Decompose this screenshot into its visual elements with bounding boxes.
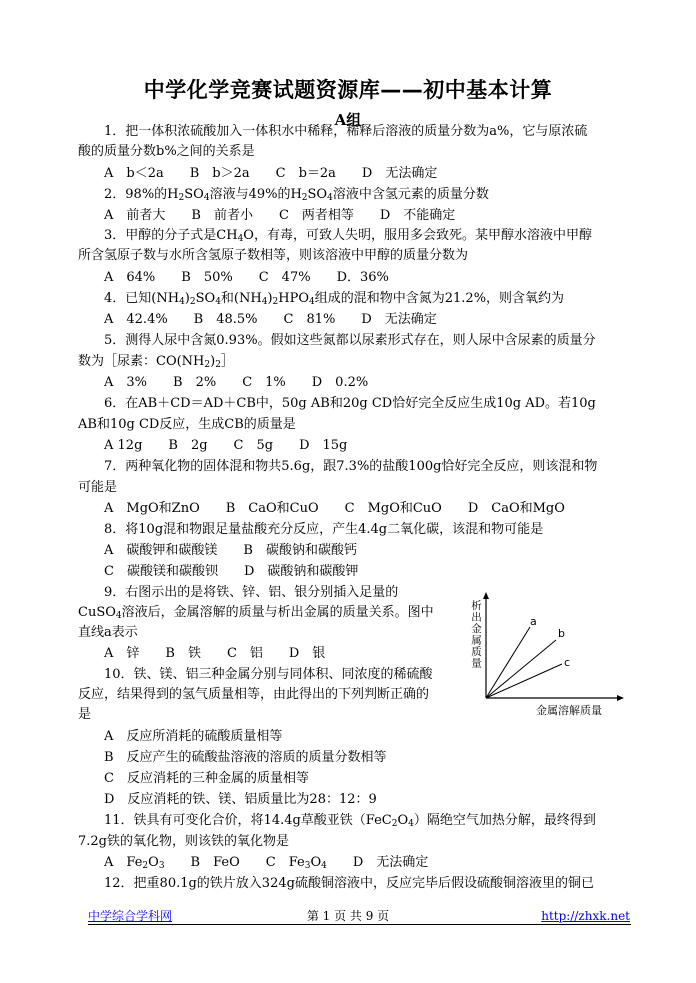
text-segment: D 无法确定 xyxy=(326,855,429,870)
subscript: 4 xyxy=(115,611,122,621)
text-line xyxy=(78,142,255,162)
text-line xyxy=(78,246,468,266)
text-line xyxy=(104,373,368,393)
x-axis-arrow xyxy=(617,695,624,701)
text-segment: A 12g B 2g C 5g D 15g xyxy=(104,438,348,453)
text-segment: 溶液后，金属溶解的质量与析出金属的质量关系。图中 xyxy=(121,605,434,620)
text-segment: 7．两种氧化物的固体混和物共5.6g，跟7.3%的盐酸100g恰好完全反应，则该混和物 xyxy=(104,459,598,474)
page-title: 中学化学竞赛试题资源库——初中基本计算 xyxy=(143,78,553,102)
text-line xyxy=(104,583,398,603)
text-segment: 可能是 xyxy=(78,480,118,495)
text-segment: AB和10g CD反应，生成CB的质量是 xyxy=(78,417,296,432)
text-line xyxy=(104,331,596,351)
subscript: 4 xyxy=(309,297,315,307)
line-a xyxy=(486,627,530,698)
text-line xyxy=(78,603,434,623)
text-segment: 酸的质量分数b%之间的关系是 xyxy=(78,144,255,159)
text-segment: 数为［尿素：CO(NH xyxy=(78,354,205,369)
subscript: 3 xyxy=(304,861,311,871)
text-segment: 组成的混和物中含氮为21.2%，则含氧约为 xyxy=(314,291,565,306)
text-segment: A Fe xyxy=(104,855,143,870)
text-segment: A 反应所消耗的硫酸质量相等 xyxy=(104,729,283,744)
text-line xyxy=(104,226,592,246)
text-segment: A 3% B 2% C 1% D 0.2% xyxy=(104,375,369,390)
subscript: 4 xyxy=(179,297,185,307)
text-segment: SO xyxy=(307,187,328,202)
text-segment: B 反应产生的硫酸盐溶液的溶质的质量分数相等 xyxy=(104,750,387,765)
text-segment: 9．右图示出的是将铁、锌、铝、银分别插入足量的 xyxy=(104,585,399,600)
text-segment: ］ xyxy=(220,354,234,369)
text-line xyxy=(78,685,429,705)
text-segment: 溶液与49%的H xyxy=(209,187,302,202)
text-segment: A b＜2a B b＞2a C b＝2a D 无法确定 xyxy=(104,166,438,181)
text-segment: 直线a表示 xyxy=(78,625,138,640)
text-line xyxy=(78,352,234,372)
text-line xyxy=(104,811,596,831)
subscript: 2 xyxy=(142,861,149,871)
text-line xyxy=(104,499,565,519)
text-segment: A 锌 B 铁 C 铝 D 银 xyxy=(104,646,326,661)
subscript: 3 xyxy=(158,861,165,871)
text-line xyxy=(104,520,543,540)
section-heading: A组 xyxy=(334,111,362,129)
text-line xyxy=(104,748,387,768)
text-segment: B FeO C Fe xyxy=(164,855,305,870)
text-segment: C 反应消耗的三种金属的质量相等 xyxy=(104,771,309,786)
text-line xyxy=(104,164,437,184)
text-segment: A 前者大 B 前者小 C 两者相等 D 不能确定 xyxy=(104,208,456,223)
text-segment: 4．已知(NH xyxy=(104,291,180,306)
subscript: 4 xyxy=(327,193,333,203)
footer-url-link[interactable]: http://zhxk.net xyxy=(541,909,630,923)
text-segment: ）隔绝空气加热分解，最终得到 xyxy=(413,813,596,828)
text-segment: D 反应消耗的铁、镁、铝质量比为28：12：9 xyxy=(104,792,377,807)
text-line xyxy=(104,874,594,894)
subscript: 2 xyxy=(391,819,398,829)
y-axis-arrow xyxy=(483,592,489,599)
text-segment: 是 xyxy=(78,707,92,722)
subscript: 4 xyxy=(215,297,221,307)
text-line xyxy=(104,394,596,414)
subscript: 4 xyxy=(203,193,210,203)
line-b-label: b xyxy=(558,627,565,640)
text-segment: 10．铁、镁、铝三种金属分别与同体积、同浓度的稀硫酸 xyxy=(104,667,433,682)
line-b xyxy=(486,640,556,698)
text-line xyxy=(78,415,296,435)
text-segment: ) xyxy=(210,354,216,369)
text-segment: O xyxy=(397,813,409,828)
text-line xyxy=(104,790,377,810)
text-segment: 反应，结果得到的氢气质量相等，由此得出的下列判断正确的 xyxy=(78,687,430,702)
line-c-label: c xyxy=(564,656,571,669)
text-segment: 5．测得人尿中含氮0.93%。假如这些氮都以尿素形式存在，则人尿中含尿素的质量分 xyxy=(104,333,596,348)
text-line xyxy=(104,644,325,664)
text-line xyxy=(104,457,597,477)
metal-mass-figure xyxy=(464,592,624,718)
footer-site-link[interactable]: 中学综合学科网 xyxy=(88,909,173,923)
text-segment: 3．甲醇的分子式是CH xyxy=(104,228,238,243)
text-segment: 12．把重80.1g的铁片放入324g硫酸铜溶液中，反应完毕后假设硫酸铜溶液里的铜已 xyxy=(104,876,594,891)
text-line xyxy=(78,623,138,643)
text-line xyxy=(104,122,587,142)
text-line xyxy=(78,478,117,498)
line-c xyxy=(486,664,562,698)
text-segment: 1．把一体积浓硫酸加入一体积水中稀释，稀释后溶液的质量分数为a%，它与原浓硫 xyxy=(104,124,588,139)
text-segment: A 64% B 50% C 47% D．36% xyxy=(104,270,389,285)
y-axis-label: 析出金属质量 xyxy=(470,600,482,669)
text-line xyxy=(104,541,357,561)
x-axis-label: 金属溶解质量 xyxy=(536,704,602,717)
text-segment: O，有毒，可致人失明，服用多会致死。某甲醇水溶液中甲醇 xyxy=(243,228,592,243)
subscript: 4 xyxy=(408,819,414,829)
text-segment: 7.2g铁的氧化物，则该铁的氧化物是 xyxy=(78,834,289,849)
text-line xyxy=(78,832,289,852)
footer-page-number: 第 1 页 共 9 页 xyxy=(306,909,390,923)
text-line xyxy=(104,436,347,456)
subscript: 2 xyxy=(301,193,308,203)
subscript: 2 xyxy=(272,297,279,307)
text-segment: HPO xyxy=(278,291,310,306)
text-line xyxy=(104,853,428,873)
text-segment: ) xyxy=(184,291,190,306)
text-line xyxy=(104,665,433,685)
text-segment: 所含氢原子数与水所含氢原子数相等，则该溶液中甲醇的质量分数为 xyxy=(78,248,469,263)
subscript: 4 xyxy=(237,234,244,244)
text-segment: 8．将10g混和物跟足量盐酸充分反应，产生4.4g二氧化碳，该混和物可能是 xyxy=(104,522,544,537)
subscript: 2 xyxy=(215,360,221,370)
footer-rule xyxy=(88,924,631,925)
text-segment: O xyxy=(148,855,159,870)
text-segment: ) xyxy=(267,291,273,306)
text-segment: 11．铁具有可变化合价，将14.4g草酸亚铁（FeC xyxy=(104,813,392,828)
text-segment: A 42.4% B 48.5% C 81% D 无法确定 xyxy=(104,312,437,327)
subscript: 2 xyxy=(189,297,196,307)
subscript: 2 xyxy=(204,360,211,370)
text-segment: 和(NH xyxy=(220,291,262,306)
text-segment: C 碳酸镁和碳酸钡 D 碳酸钠和碳酸钾 xyxy=(104,564,359,579)
subscript: 2 xyxy=(178,193,185,203)
text-line xyxy=(104,727,282,747)
subscript: 4 xyxy=(321,861,327,871)
text-segment: O xyxy=(310,855,322,870)
text-segment: 6．在AB＋CD＝AD＋CB中，50g AB和20g CD恰好完全反应生成10g AD。若10g xyxy=(104,396,596,411)
text-line xyxy=(104,769,309,789)
text-segment: CuSO xyxy=(78,605,116,620)
text-segment: 溶液中含氢元素的质量分数 xyxy=(332,187,489,202)
text-line xyxy=(104,562,358,582)
text-segment: 2．98%的H xyxy=(104,187,179,202)
line-a-label: a xyxy=(530,615,537,628)
text-line xyxy=(104,268,389,288)
text-line xyxy=(104,310,437,330)
text-segment: SO xyxy=(195,291,216,306)
subscript: 4 xyxy=(261,297,268,307)
text-line xyxy=(104,185,489,205)
text-segment: A 碳酸钾和碳酸镁 B 碳酸钠和碳酸钙 xyxy=(104,543,357,558)
text-line xyxy=(104,289,564,309)
text-segment: A MgO和ZnO B CaO和CuO C MgO和CuO D CaO和MgO xyxy=(104,501,565,516)
text-line xyxy=(104,206,455,226)
text-line xyxy=(78,705,91,725)
text-segment: SO xyxy=(184,187,204,202)
